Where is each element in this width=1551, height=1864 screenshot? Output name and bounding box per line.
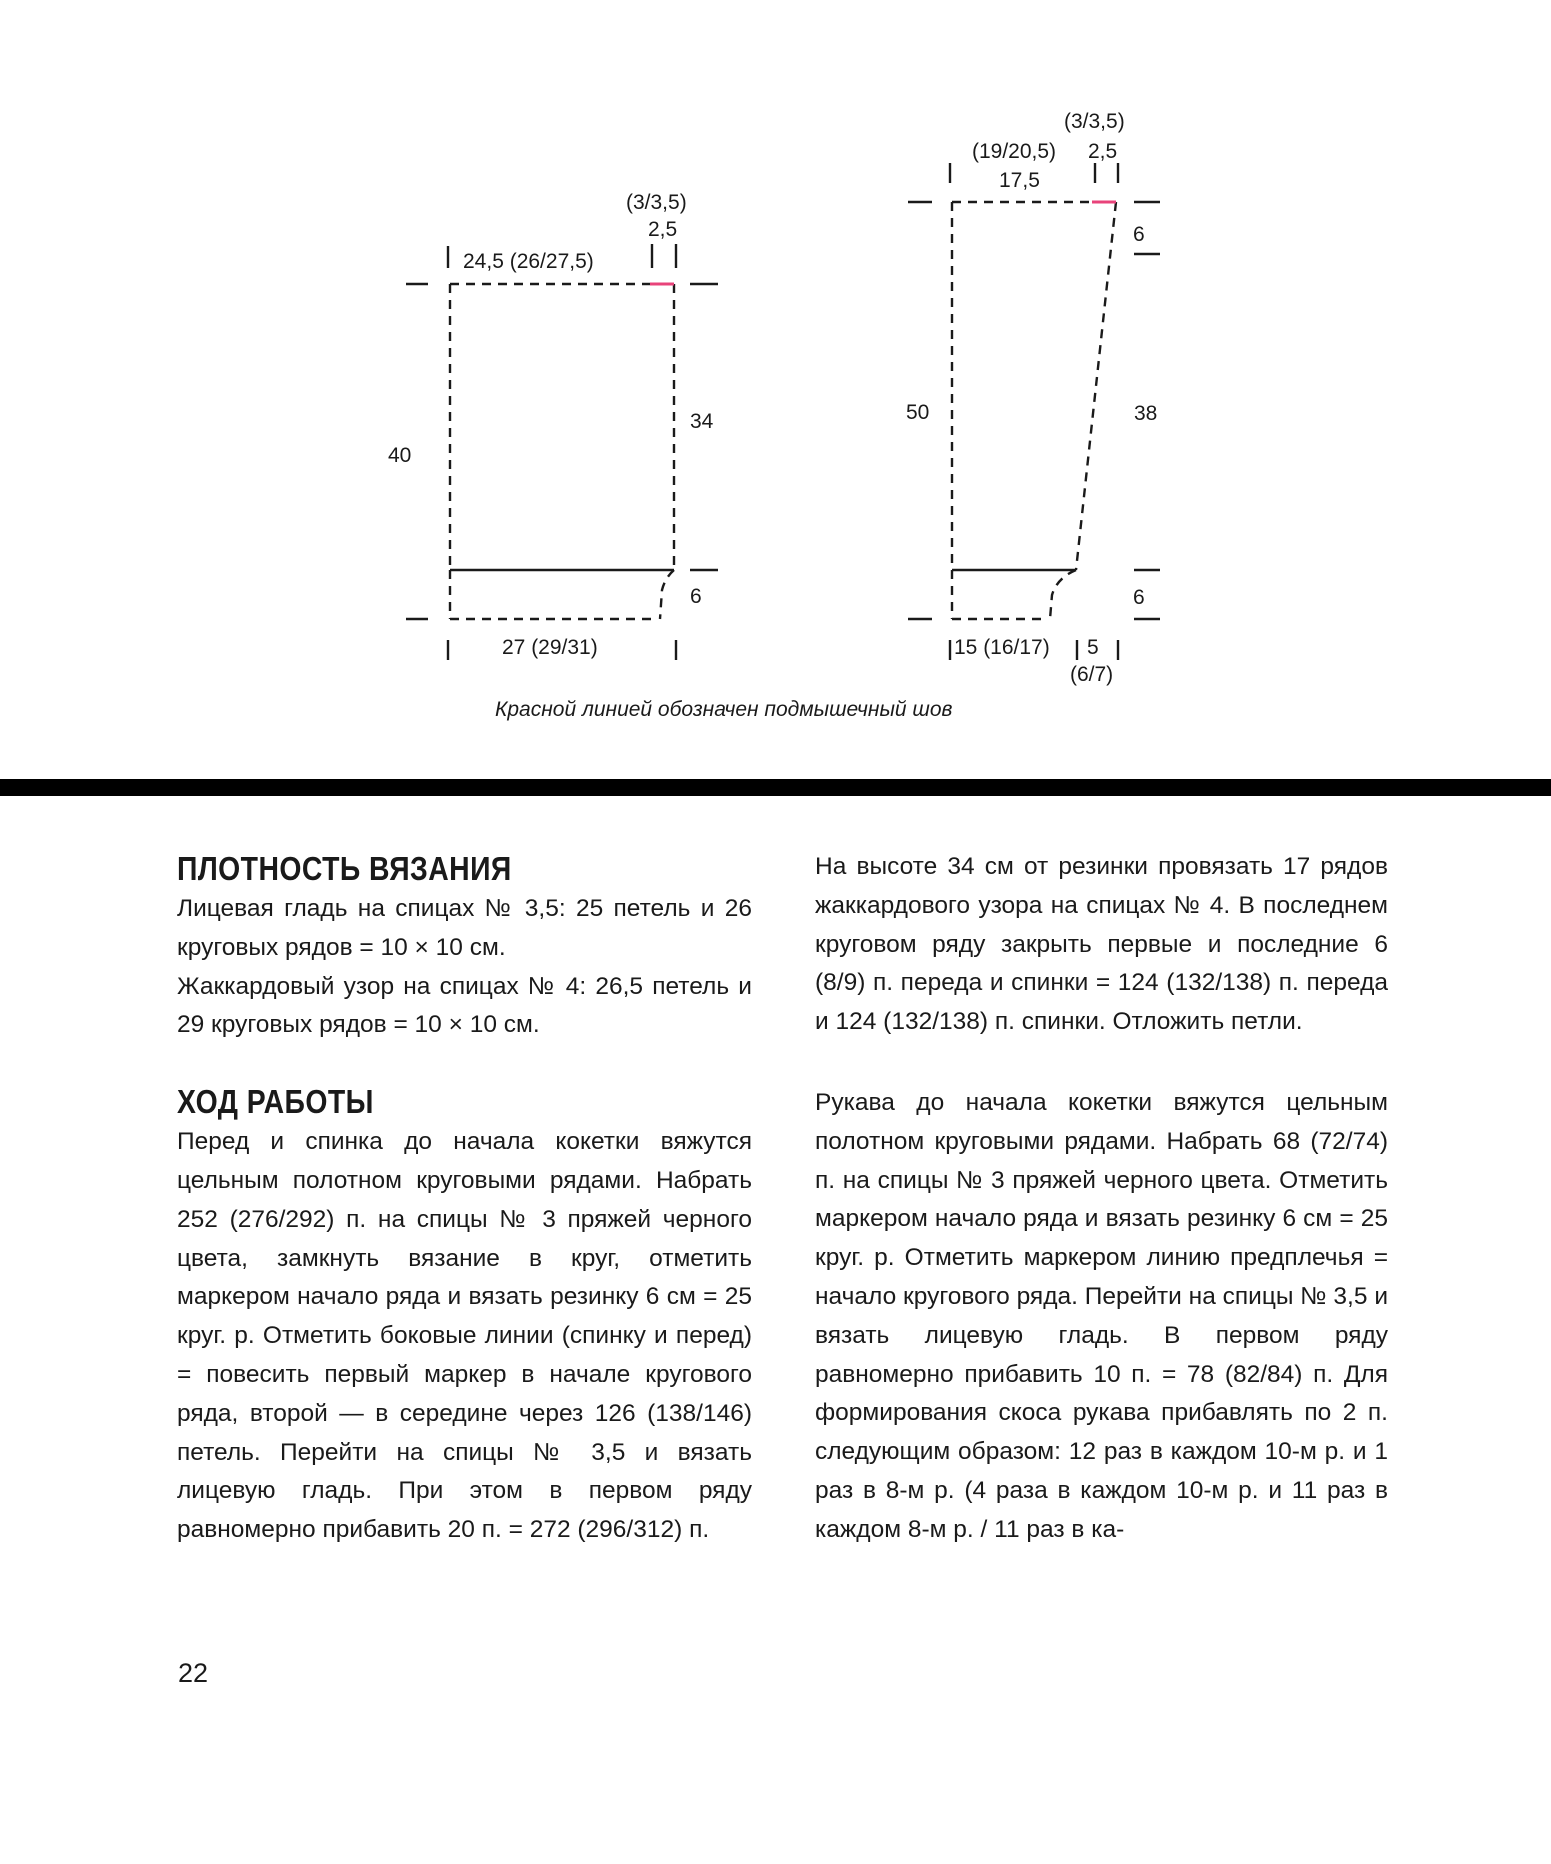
density-text-jacquard: Жаккардовый узор на спицах № 4: 26,5 петель и 29 круговых рядов = 10 × 10 см. bbox=[177, 972, 752, 1039]
work-heading: ХОД РАБОТЫ bbox=[177, 1083, 374, 1121]
sleeve-top-height: 6 bbox=[1133, 223, 1145, 246]
sleeve-bevel-height: 38 bbox=[1134, 402, 1158, 425]
sleeve-piece-diagram bbox=[906, 110, 1160, 686]
sleeve-seam-sizes: (3/3,5) bbox=[1064, 110, 1125, 133]
sleeve-total-height: 50 bbox=[906, 401, 930, 424]
body-piece-diagram bbox=[388, 191, 718, 660]
sleeve-bevel-width: 5 bbox=[1087, 636, 1099, 659]
sleeve-bevel-width-sizes: (6/7) bbox=[1070, 663, 1114, 686]
body-seam-sizes: (3/3,5) bbox=[626, 191, 687, 214]
body-top-width: 24,5 (26/27,5) bbox=[463, 250, 594, 273]
body-total-height: 40 bbox=[388, 444, 412, 467]
sleeve-rib-height: 6 bbox=[1133, 586, 1145, 609]
section-divider bbox=[0, 779, 1551, 796]
density-heading: ПЛОТНОСТЬ ВЯЗАНИЯ bbox=[177, 850, 512, 887]
page-number: 22 bbox=[178, 1658, 209, 1688]
left-text-column bbox=[177, 848, 752, 1550]
body-seam-width: 2,5 bbox=[648, 218, 678, 241]
work-text-body: Перед и спинка до начала кокетки вяжутся цельным полотном круговыми рядами. Набрать 252 (276/292) п. на спицы № 3 пряжей черного цвета, замкнуть вязание в круг, отметить маркером начало ряда и вязать резинку 6 см = 25 круг. р. Отметить боковые линии (спинку и перед) = повесить первый маркер в начале кругового ряда, второй — в середине через 126 (138/146) петель. Перейти на спицы № 3,5 и вязать лицевую гладь. При этом в первом ряду равномерно прибавить 20 п. = 272 (296/312) п. bbox=[177, 1128, 752, 1544]
body-armhole-height: 34 bbox=[690, 410, 714, 433]
sleeve-top-width-sizes: (19/20,5) bbox=[972, 140, 1057, 163]
body-rib-height: 6 bbox=[690, 585, 702, 608]
sleeves-paragraph: Рукава до начала кокетки вяжутся цельным полотном круговыми рядами. Набрать 68 (72/74) п. на спицы № 3 пряжей черного цвета. Отметить маркером начало ряда и вязать резинку 6 см = 25 круг. р. Отметить маркером линию предплечья = начало кругового ряда. Перейти на спицы № 3,5 и вязать лицевую гладь. В первом ряду равномерно прибавить 10 п. = 78 (82/84) п. Для формирования скоса рукава прибавлять по 2 п. следующим образом: 12 раз в каждом 10-м р. и 1 раз в 8-м р. (4 раза в каждом 10-м р. и 11 раз в каждом 8-м р. / 11 раз в ка- bbox=[815, 1088, 1388, 1543]
yoke-paragraph: На высоте 34 см от резинки провязать 17 рядов жаккардового узора на спицах № 4. В последнем круговом ряду закрыть первые и последние 6 (8/9) п. переда и спинки = 124 (132/138) п. переда и 124 (132/138) п. спинки. Отложить петли. bbox=[815, 853, 1388, 1036]
sleeve-bottom-width: 15 (16/17) bbox=[954, 636, 1050, 659]
body-bottom-width: 27 (29/31) bbox=[502, 636, 598, 659]
sleeve-seam-width: 2,5 bbox=[1088, 140, 1118, 163]
density-text-stockinette: Лицевая гладь на спицах № 3,5: 25 петель и 26 круговых рядов = 10 × 10 см. bbox=[177, 895, 752, 961]
right-text-column bbox=[815, 848, 1388, 1550]
schema-caption: Красной линией обозначен подмышечный шов bbox=[495, 698, 953, 721]
sleeve-top-width: 17,5 bbox=[999, 169, 1040, 192]
pattern-schema bbox=[0, 0, 1551, 760]
